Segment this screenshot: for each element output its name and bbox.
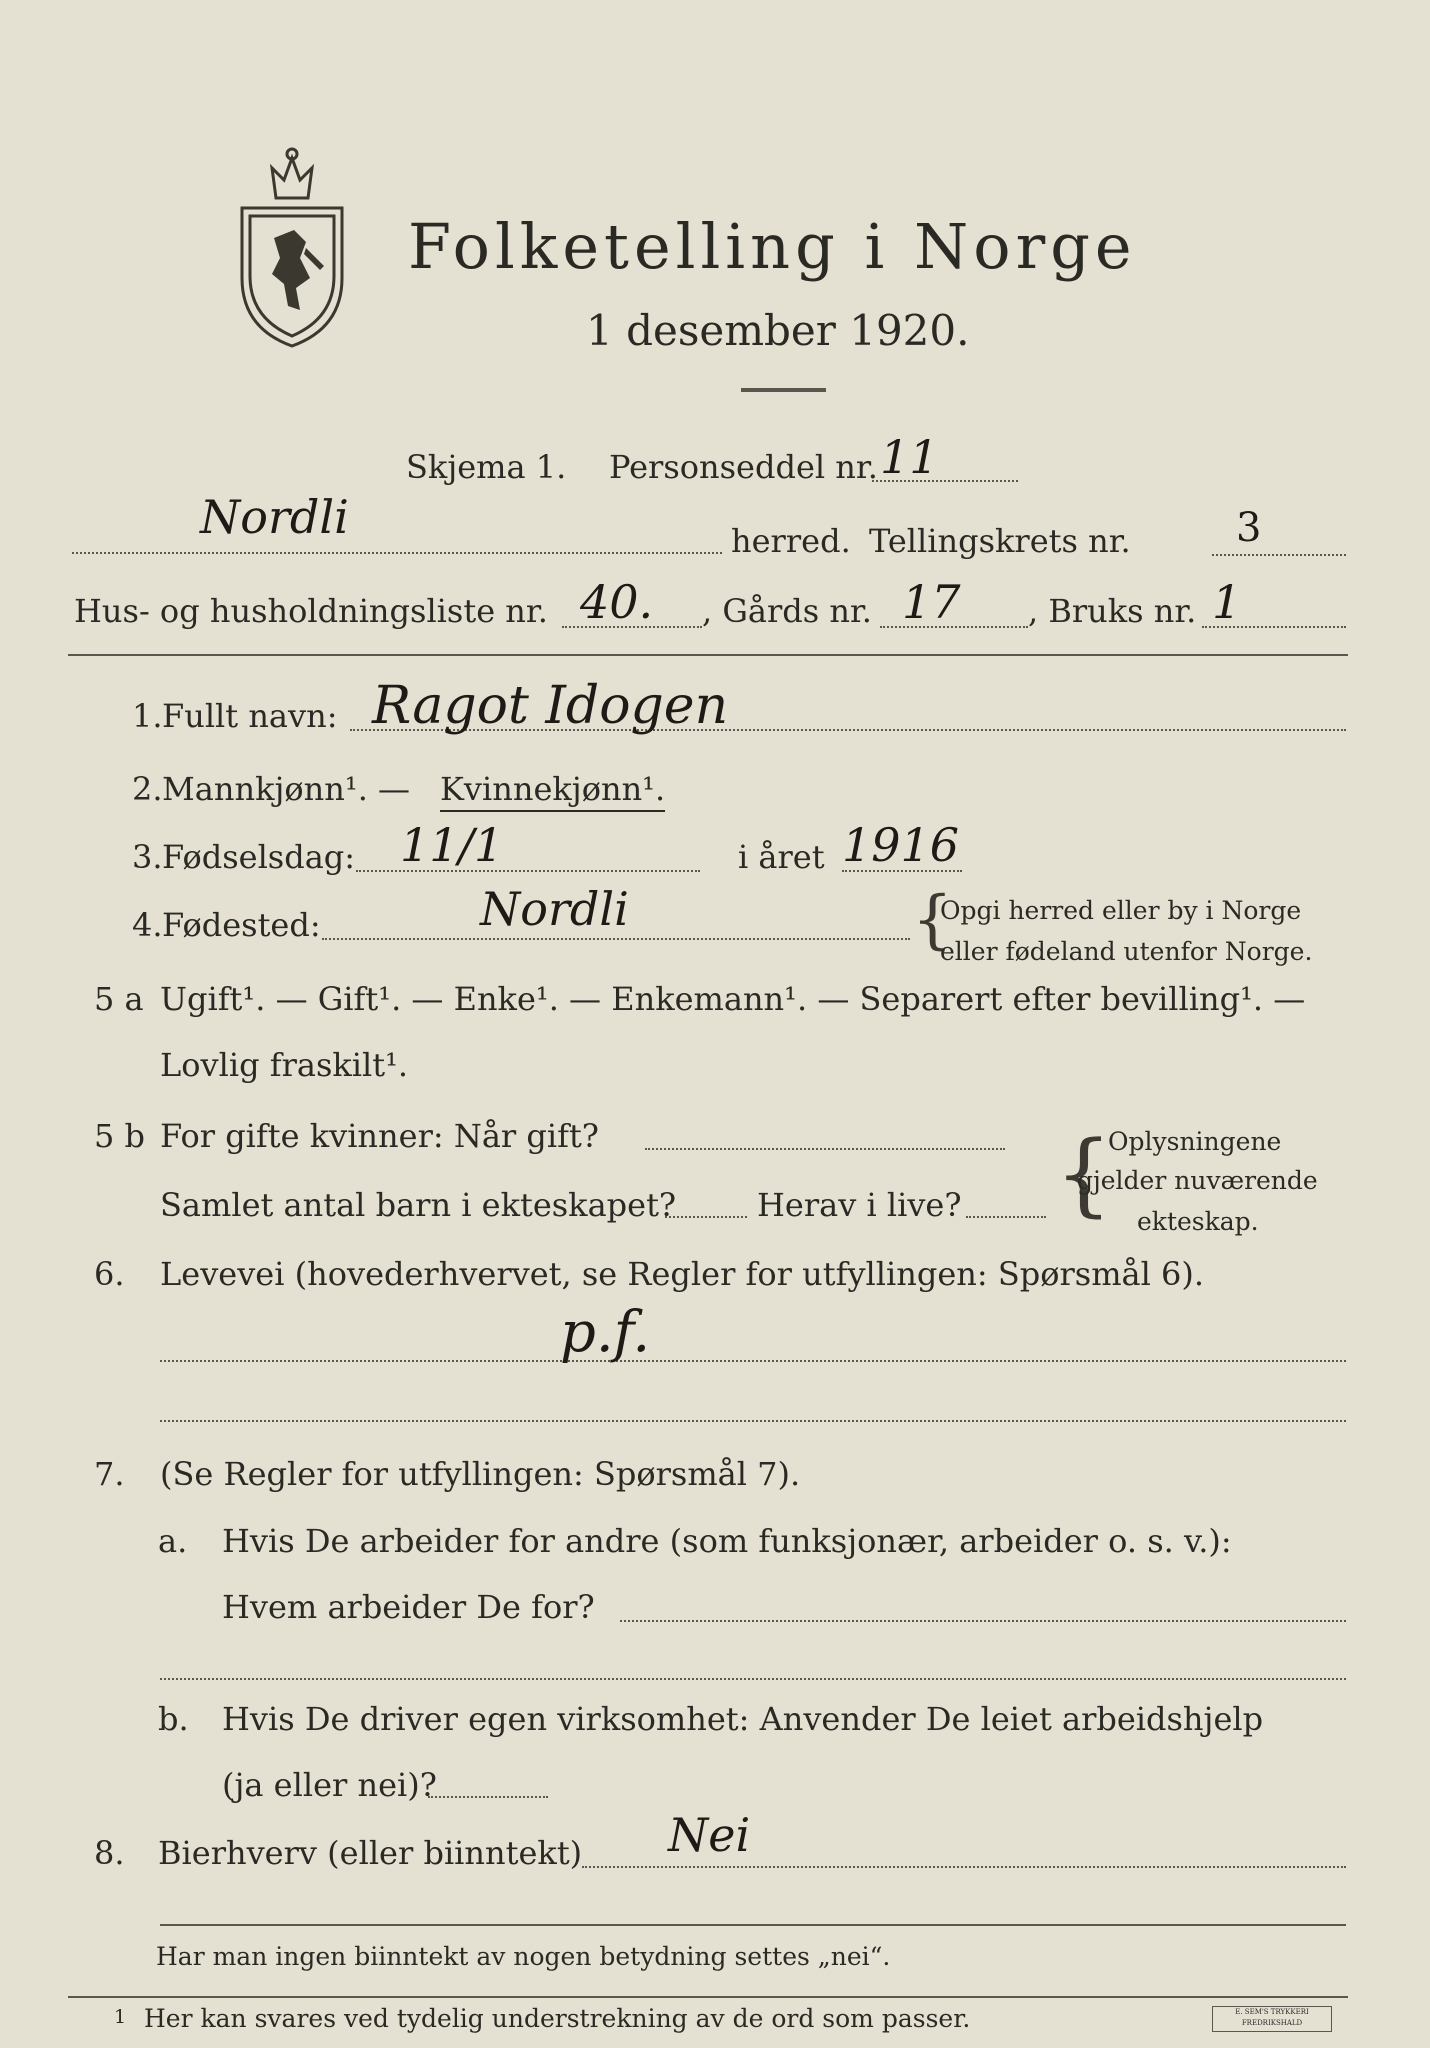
herred-label: herred. [731,522,851,560]
q6-field-line1 [160,1360,1346,1362]
q6-label: Levevei (hovederhvervet, se Regler for utfyllingen: Spørsmål 6). [160,1255,1205,1293]
q2-number: 2. [132,770,163,808]
q2-male: Mannkjønn¹. — [162,770,411,808]
skjema-label: Skjema 1. [406,448,567,486]
q8-label: Bierhverv (eller biinntekt) [158,1834,583,1872]
q5a-options-cont: Lovlig fraskilt¹. [160,1046,409,1084]
q5b-children-label: Samlet antal barn i ekteskapet? [160,1186,677,1224]
q7a-label: Hvis De arbeider for andre (som funksjonær, arbeider o. s. v.): [222,1522,1232,1560]
q4-value: Nordli [480,882,629,936]
census-date: 1 desember 1920. [586,306,970,355]
form-title: Folketelling i Norge [408,210,1137,283]
q7-number: 7. [94,1455,125,1493]
q5b-alive-field [966,1216,1046,1218]
q8-value: Nei [668,1808,751,1862]
q5a-number: 5 a [94,980,144,1018]
q3-value: 11/1 [400,818,504,872]
q7-label: (Se Regler for utfyllingen: Spørsmål 7). [160,1455,801,1493]
q5a-options: Ugift¹. — Gift¹. — Enke¹. — Enkemann¹. — Separert efter bevilling¹. — [160,980,1306,1018]
title-divider [741,388,826,392]
section-divider [68,654,1348,656]
q3-number: 3. [132,838,163,876]
q7a-employer-field-line2 [160,1678,1346,1680]
q6-value: p.f. [560,1300,651,1365]
q5b-number: 5 b [94,1117,146,1155]
q1-number: 1. [132,697,163,735]
bruks-label: , Bruks nr. [1028,592,1197,630]
q5b-brace: { [1055,1122,1113,1227]
footnote-mark: 1 [114,2006,127,2028]
q7b-field [428,1796,548,1798]
footer-note: Har man ingen biinntekt av nogen betydning settes „nei“. [156,1942,891,1971]
q7b-yesno-label: (ja eller nei)? [222,1766,437,1804]
q5b-married-label: For gifte kvinner: Når gift? [160,1117,599,1155]
tellingskrets-value: 3 [1236,505,1262,551]
herred-field [72,552,722,554]
q5b-alive-label: Herav i live? [757,1186,962,1224]
q4-field [322,938,910,940]
q1-value: Ragot Idogen [372,676,729,736]
herred-value: Nordli [200,490,349,544]
q5b-children-field [665,1216,747,1218]
q4-label: Fødested: [162,906,321,944]
q5b-note-line1: Oplysningene [1108,1127,1282,1156]
q7a-employer-field [620,1620,1346,1622]
husliste-label: Hus- og husholdningsliste nr. [74,592,548,630]
printer-stamp: E. SEM'S TRYKKERI FREDRIKSHALD [1212,2006,1332,2032]
q5b-note-line3: ekteskap. [1137,1207,1259,1236]
q4-note-line2: eller fødeland utenfor Norge. [940,937,1313,966]
husliste-value: 40. [580,575,654,629]
q3-label: Fødselsdag: [162,838,356,876]
gards-label: , Gårds nr. [702,592,872,630]
footnote-text: Her kan svares ved tydelig understrekning av de ord som passer. [144,2004,971,2033]
q3-year-value: 1916 [842,818,960,872]
q5b-note-line2: gjelder nuværende [1077,1166,1318,1195]
q6-number: 6. [94,1255,125,1293]
q7b-label: Hvis De driver egen virksomhet: Anvender De leiet arbeidshjelp [222,1700,1264,1738]
q8-field [582,1866,1346,1868]
q5b-married-field [645,1148,1005,1150]
q7b-letter: b. [158,1700,189,1738]
q4-number: 4. [132,906,163,944]
q8-number: 8. [94,1834,125,1872]
gards-value: 17 [902,575,961,629]
personseddel-value: 11 [880,430,939,484]
footer-divider [68,1996,1348,1998]
q8-field-line2 [160,1924,1346,1926]
coat-of-arms-icon [236,138,348,350]
tellingskrets-field [1212,554,1346,556]
q4-note-line1: Opgi herred eller by i Norge [940,896,1302,925]
bruks-value: 1 [1212,575,1242,629]
q3-year-label: i året [738,838,825,876]
personseddel-label: Personseddel nr. [609,448,878,486]
q1-label: Fullt navn: [162,697,338,735]
q7a-employer-label: Hvem arbeider De for? [222,1588,595,1626]
q7a-letter: a. [158,1522,188,1560]
tellingskrets-label: Tellingskrets nr. [869,522,1131,560]
q6-field-line2 [160,1420,1346,1422]
q2-female-underlined: Kvinnekjønn¹. [440,770,665,812]
q4-brace: { [912,883,953,957]
